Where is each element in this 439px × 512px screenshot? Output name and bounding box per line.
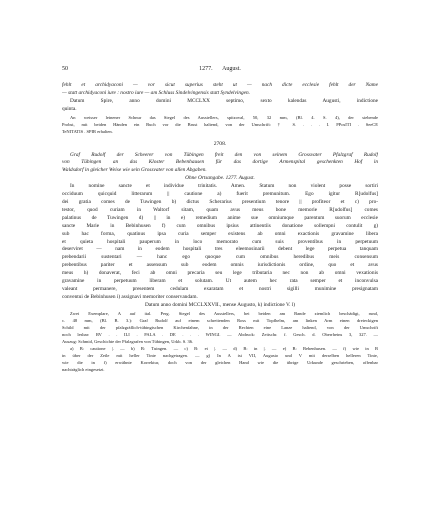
preceding-line: fehlt et archidyaconi — vor sicut superius steht ut — nach dicte ecclesie fehlt der Name [62,82,378,88]
variant-line: nachträglich eingesetzt. [62,366,105,372]
page-number: 50 [62,66,68,72]
body-line: gravamine in perpetuum liberam et solutam. Ut autem hec rata semper et inconvulsa [62,278,378,285]
regest-line: Waldsdorf in gleicher Weise wie sein Grossvater von allen Abgaben. [62,167,207,174]
body-line: dei gratia comes de Tuwingen b) dictus Scherarius presentium tenore || profiteor et c) pro- [62,198,378,205]
apparatus-line: Zwei Exemplare, A auf ital. Perg. Siegel des Ausstellers, bei beiden am Bande ziemlich beschädigt, rund, [70,310,378,316]
running-head [62,66,378,72]
body-line: sub hac forma, quatinus ipsa curia semper existens ab omni exactionis gravamine libera [62,230,378,237]
preceding-line: Datum Spire, anno domini MCCLXX septimo, sexto kalendas Augusti, indictione [70,97,378,104]
header-month: August. [222,66,241,72]
body-line: testor, quod curiam in Waltorf sitam, quam avus meus bone memorie R[udolfus] comes [62,206,378,213]
body-line: sancte Marie in Bebinhusen f) cum omnibus ipsius attinentiis donatione sollempni contulit g) [62,222,378,229]
body-line: In nomine sancte et individue trinitatis. Amen. Statum non violent posse sortiri [70,183,378,190]
dating-line: Datum anno domini MCCLXXVII., mense Augusto, k) indictione V. l) [144,301,296,308]
place-date: Ohne Ortsangabe. 1277. August. [185,175,255,182]
page-body [62,82,378,373]
regest-line: Graf Rudolf der Scheerer von Tübingen freit den von seinem Grossvater Pfalzgraf Rudolf [70,151,378,158]
body-line: palatinus de Tuwingen d) || in e) remedium anime sue omniumque parentum suorum ecclesie [62,214,378,221]
document-number: 2708. [213,140,227,147]
body-line: deserviret — nam in eodem hospitali tres eleemosinarii debent lege perpetua tanquam [62,246,378,253]
variant-line: wie die in f) erwähnte Korrektur, doch von der gleichen Hand wie die übrige Urkunde geschrieben, offenbar [62,359,378,365]
apparatus-line: Auszug: Schmid, Geschichte der Pfalzgrafen von Tübingen, Urkb. S. 36. [62,338,194,344]
preceding-line: quinta. [62,105,77,112]
body-line: prebentibus pariter et assensum sub eodem omnis iurisdictionis ordine, quo et avus [62,262,378,269]
page-header [62,66,378,76]
apparatus-line: Schild mit der pfalzgräflich-tübingischen Kirchenfahne, in der Rechten eine Lanze haltend, von der Umschrift [62,324,378,330]
body-line: meus h) donaverat, feci ab omni precaria seu lege tributaria nec non ab omni vexationis [62,270,378,277]
preceding-note-line: Probst, mit beiden Händen ein Buch vor die Brust haltend, von der Umschrift: † S. . . . I. PPosITI . SeeCE [62,121,378,127]
variant-line: in über der Zeile mit heller Tinte nachgetragen. — g) In A ist VII, Augusto und V mit derselben helleren Tinte, [62,352,378,358]
variant-line: a) B: cautione |. — b) B: Tuingen. — c) B: et |. — d) B: in |. — e) B: Bebenhusen. — f) wie in B [70,345,378,351]
preceding-note-line: TeNITATIS . SPIR erhalten. [62,128,113,134]
apparatus-line: noch lesbar: RV . . ILI . PALA . DE . . . WINGI. — Abdruck: Zeitschr. f. Gesch. d. Oberrheins 3, 327. — [62,331,378,337]
preceding-line: — statt archidyaconi iure : nostro iure — am Schluss Sindelvingensis statt Syndelvingen. [62,89,250,96]
body-line: valeant permanere, presentem cedulam exaratam et nostri sigilli munimine presignatam [62,285,378,292]
body-line: occiduum quicquid litterarum || cautione a) fuerit premunitum. Ego igitur R[udolfus] [62,191,378,198]
header-year: 1277. [199,66,213,72]
body-line: conventui de Bebinhusen i) assignavi memoriter conservandam. [62,293,198,300]
body-line: et quieta hospitali pauperum in loco memorato cum suis proventibus in perpetuum [62,238,378,245]
apparatus-line: c. 48 mm, (Bl. B. 3.): Graf Rudolf auf einem schreitenden Ross mit Topfhelm, am linken Arm einen dreieckigen [62,317,378,323]
preceding-note-line: An weisser leinener Schnur das Siegel des Ausstellers, spitzoval, 50, 32 mm, (Bl. 4. S. 4), der siebende [70,114,378,120]
body-line: prebendarii sustentari — hanc ego quoque cum omnibus heredibus meis consensum [62,254,378,261]
regest-line: von Tübingen an das Kloster Bebenhausen für das dortige Armenspital geschenkten Hof in [62,159,378,166]
